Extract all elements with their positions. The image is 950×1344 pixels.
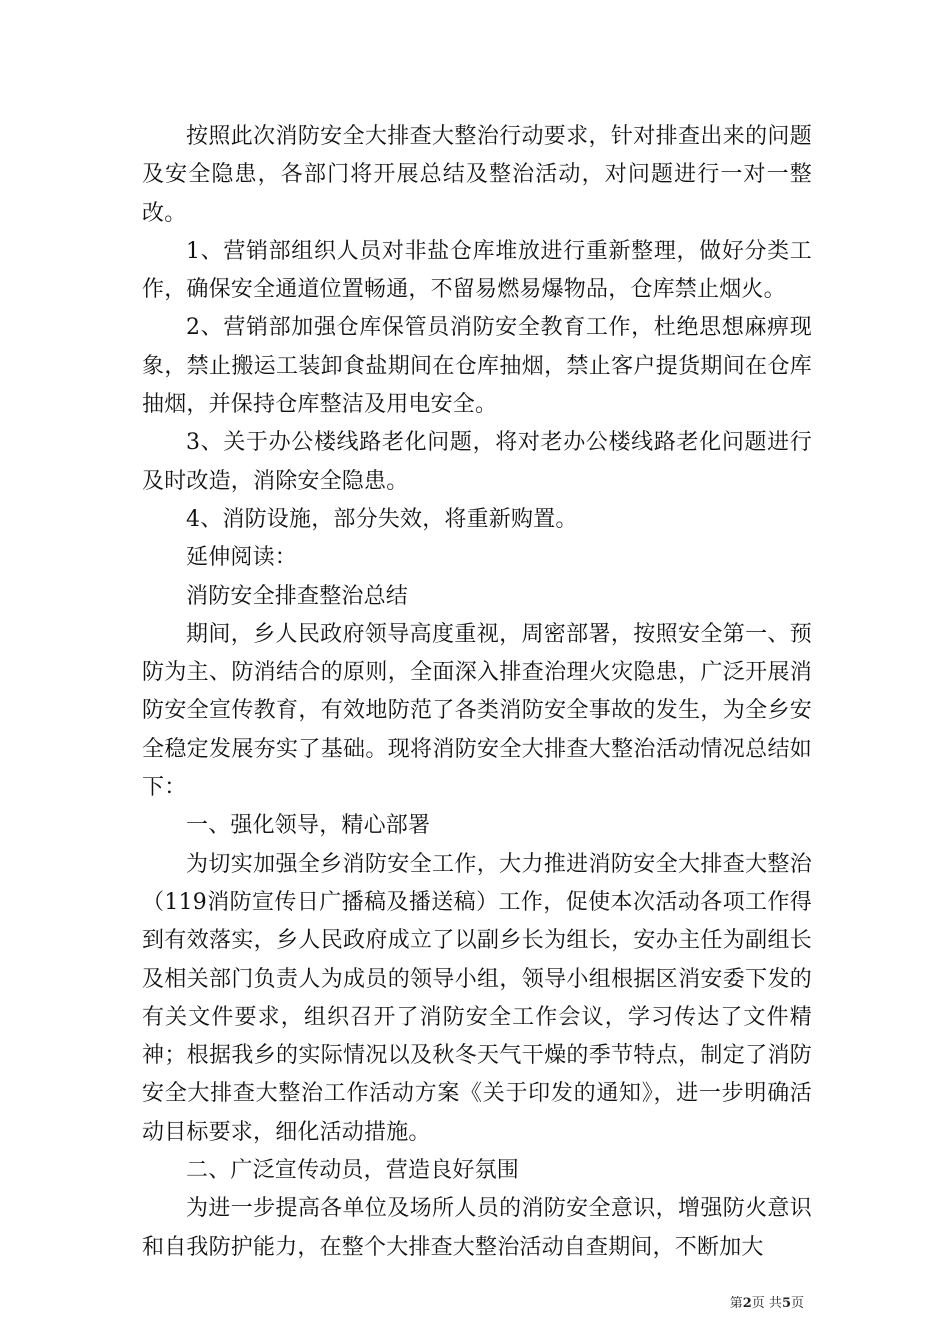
footer-total-pages: 5: [781, 1296, 791, 1311]
paragraph-item-4: 4、消防设施，部分失效，将重新购置。: [186, 506, 578, 532]
paragraph-summary: 期间，乡人民政府领导高度重视，周密部署，按照安全第一、预防为主、防消结合的原则，全面深入排查治理火灾隐患，广泛开展消防安全宣传教育，有效地防范了各类消防安全事故的发生，为全乡安全稳定发展夯实了基础。现将消防安全大排查大整治活动情况总结如下：: [142, 621, 812, 801]
footer-suffix: 页: [790, 1296, 804, 1311]
paragraph-item-3: 3、关于办公楼线路老化问题，将对老办公楼线路老化问题进行及时改造，消除安全隐患。: [142, 430, 812, 494]
paragraph-item-1: 1、营销部组织人员对非盐仓库堆放进行重新整理，做好分类工作，确保安全通道位置畅通，不留易燃易爆物品，仓库禁止烟火。: [142, 238, 812, 303]
paragraph-publicity: 为进一步提高各单位及场所人员的消防安全意识，增强防火意识和自我防护能力，在整个大排查大整治活动自查期间，不断加大: [142, 1196, 812, 1260]
footer-current-page: 2: [742, 1296, 752, 1311]
footer-prefix: 第: [729, 1296, 743, 1311]
footer-middle: 页 共: [751, 1296, 782, 1311]
page-number-footer: [730, 1296, 804, 1312]
heading-1: 一、强化领导，精心部署: [186, 813, 431, 839]
paragraph-leadership: 为切实加强全乡消防安全工作，大力推进消防安全大排查大整治（119消防宣传日广播稿及播送稿）工作，促使本次活动各项工作得到有效落实，乡人民政府成立了以副乡长为组长，安办主任为副组长及相关部门负责人为成员的领导小组，领导小组根据区消安委下发的有关文件要求，组织召开了消防安全工作会议，学习传达了文件精神；根据我乡的实际情况以及秋冬天气干燥的季节特点，制定了消防安全大排查大整治工作活动方案《关于印发的通知》，进一步明确活动目标要求，细化活动措施。: [142, 851, 812, 1145]
section-title: 消防安全排查整治总结: [186, 583, 409, 609]
document-body: [142, 118, 812, 1267]
extended-reading-label: 延伸阅读：: [186, 545, 298, 571]
heading-2: 二、广泛宣传动员，营造良好氛围: [186, 1158, 520, 1184]
paragraph-item-2: 2、营销部加强仓库保管员消防安全教育工作，杜绝思想麻痹现象，禁止搬运工装卸食盐期间在仓库抽烟，禁止客户提货期间在仓库抽烟，并保持仓库整洁及用电安全。: [142, 315, 812, 418]
paragraph-intro: 按照此次消防安全大排查大整治行动要求，针对排查出来的问题及安全隐患，各部门将开展总结及整治活动，对问题进行一对一整改。: [142, 124, 812, 226]
